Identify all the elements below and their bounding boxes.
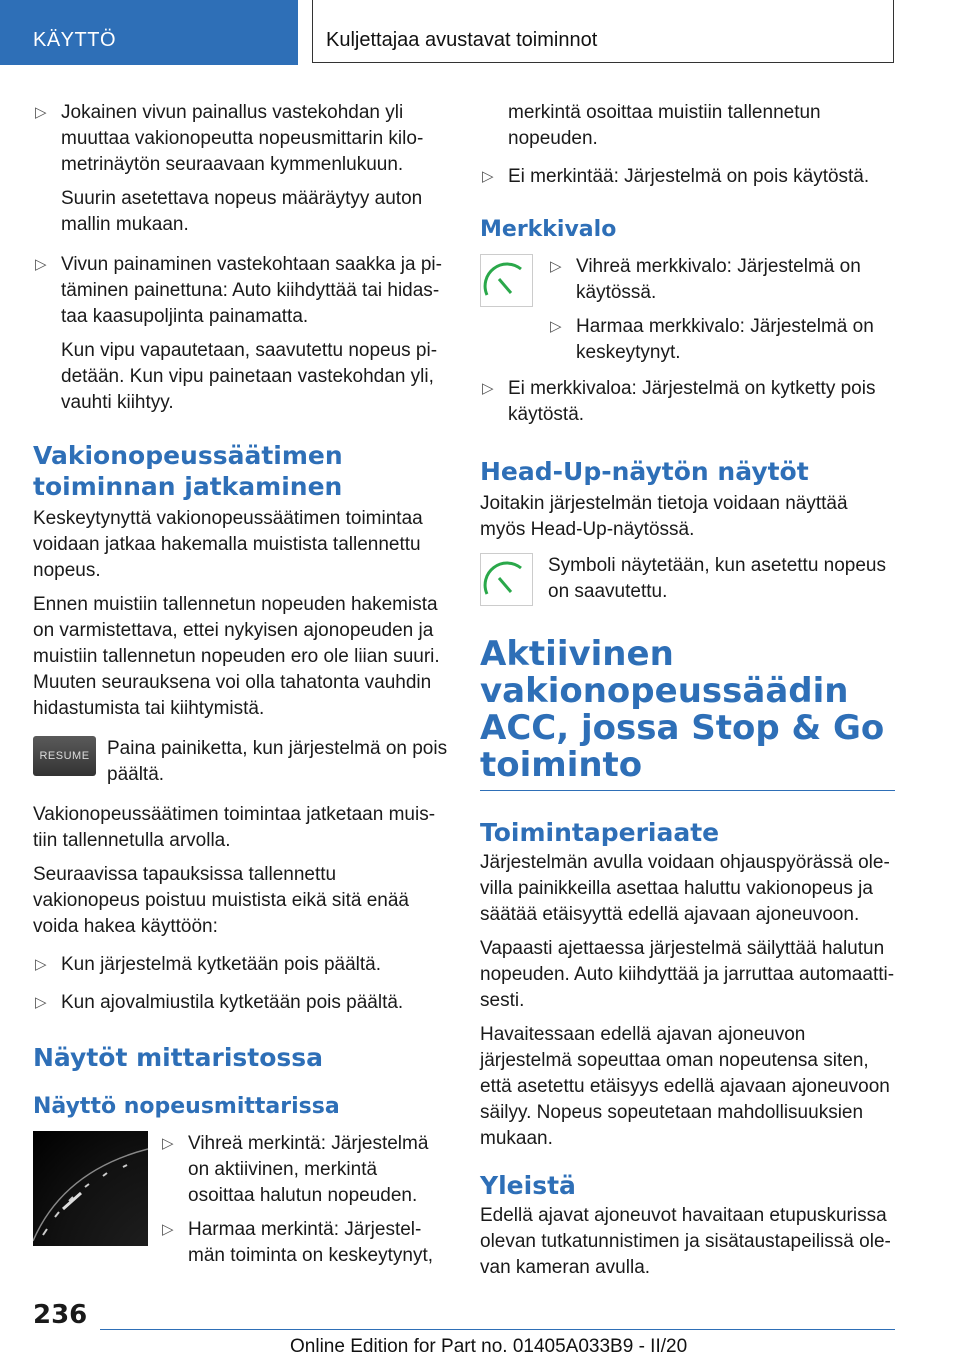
subsection-heading: Merkkivalo	[480, 217, 617, 242]
bullet-triangle-icon: ▷	[35, 956, 47, 973]
list-item-text: Ei merkkivaloa: Järjestelmä on kytketty pois käytöstä.	[508, 378, 876, 425]
header-chapter-box	[312, 0, 894, 63]
list-item-text: Vivun painaminen vastekohtaan saakka ja pitäminen painettuna: Auto kiihdyttää tai hidastaa kaasupoljinta painamatta.	[61, 254, 442, 327]
paragraph: Edellä ajavat ajoneuvot havaitaan etupuskurissa olevan tutkatunnistimen ja sisätaustapeilissä olevan kameran avulla.	[480, 1205, 891, 1278]
paragraph: Ennen muistiin tallennetun nopeuden hakemista on varmistettava, ettei nykyisen ajonopeuden ja muistiin tallennetun nopeuden ero ole liian suuri. Muuten seurauksena voi olla tahatonta vauhdin hidastumista tai kiihtymistä.	[33, 594, 440, 719]
list-item	[160, 1217, 448, 1269]
paragraph: Joitakin järjestelmän tietoja voidaan näyttää myös Head-Up-näytössä.	[480, 493, 848, 540]
list-item-note	[33, 338, 448, 416]
subsection-heading: Näyttö nopeusmittarissa	[33, 1094, 340, 1119]
paragraph: Vapaasti ajettaessa järjestelmä säilyttää halutun nopeuden. Auto kiihdyttää ja jarruttaa automaattisesti.	[480, 938, 895, 1011]
hud-symbol-text: Symboli näytetään, kun asetettu nopeus on saavutettu.	[548, 555, 887, 602]
resume-button-icon: RESUME	[33, 736, 96, 776]
bullet-triangle-icon: ▷	[550, 318, 562, 335]
list-item	[548, 254, 895, 306]
list-item-text: Harmaa merkkivalo: Järjestelmä on keskeytynyt.	[576, 316, 874, 363]
right-column	[480, 100, 895, 1281]
list-item	[480, 376, 895, 428]
bullet-triangle-icon: ▷	[35, 256, 47, 273]
note-text: Suurin asetettava nopeus määräytyy auton mallin mukaan.	[61, 188, 423, 235]
list-item	[480, 164, 895, 190]
speedometer-arc-icon	[33, 1131, 148, 1246]
bullet-triangle-icon: ▷	[482, 380, 494, 397]
left-column	[33, 100, 448, 1269]
list-item-text: Kun järjestelmä kytketään pois päältä.	[61, 954, 382, 975]
section-heading: Näytöt mittaristossa	[33, 1043, 324, 1072]
hud-symbol-row	[480, 553, 895, 606]
paragraph: Järjestelmän avulla voidaan ohjauspyörässä olevilla painikkeilla asettaa haluttu vakionopeus ja säätää etäisyyttä edellä ajavaan ajoneuvoon.	[480, 852, 890, 925]
list-item-text: Jokainen vivun painallus vastekohdan yli muuttaa vakionopeutta nopeusmittarin kilometrinäytön seuraavaan kymmenlukuun.	[61, 102, 424, 175]
bullet-triangle-icon: ▷	[482, 168, 494, 185]
list-item-continued	[480, 100, 895, 152]
bullet-triangle-icon: ▷	[162, 1221, 174, 1238]
section-heading: Vakionopeussäätimen toiminnan jatkaminen	[33, 441, 343, 501]
bullet-triangle-icon: ▷	[162, 1135, 174, 1152]
section-heading: Head-Up-näytön näytöt	[480, 457, 809, 486]
page-number: 236	[33, 1300, 88, 1330]
list-item-text: Kun ajovalmiustila kytketään pois päältä.	[61, 992, 404, 1013]
list-item-text: merkintä osoittaa muistiin tallennetun nopeuden.	[508, 102, 821, 149]
section-heading: Toimintaperiaate	[480, 818, 720, 847]
list-item	[548, 314, 895, 366]
paragraph: Vakionopeussäätimen toimintaa jatketaan muistiin tallennetulla arvolla.	[33, 804, 436, 851]
list-item	[33, 252, 448, 330]
note-text: Kun vipu vapautetaan, saavutettu nopeus pidetään. Kun vipu painetaan vastekohdan yli, vauhti kiihtyy.	[61, 340, 438, 413]
footer-edition: Online Edition for Part no. 01405A033B9 - II/20	[290, 1336, 688, 1357]
bullet-triangle-icon: ▷	[550, 258, 562, 275]
list-item-text: Vihreä merkkivalo: Järjestelmä on käytössä.	[576, 256, 861, 303]
cruise-indicator-icon	[480, 254, 533, 307]
paragraph: Keskeytynyttä vakionopeussäätimen toimintaa voidaan jatkaa hakemalla muistista tallennettu nopeus.	[33, 508, 423, 581]
bullet-triangle-icon: ▷	[35, 104, 47, 121]
resume-row	[33, 736, 448, 788]
header-chapter-label: Kuljettajaa avustavat toiminnot	[326, 29, 598, 51]
footer-divider	[100, 1329, 895, 1330]
header-section-tab	[0, 0, 298, 65]
chapter-heading: Aktiivinen vakionopeussäädin ACC, jossa Stop & Go toiminto	[480, 636, 895, 791]
list-item	[160, 1131, 448, 1209]
section-heading: Yleistä	[480, 1171, 576, 1200]
list-item	[33, 990, 448, 1016]
bullet-triangle-icon: ▷	[35, 994, 47, 1011]
speedometer-row	[33, 1131, 448, 1269]
list-item	[33, 952, 448, 978]
list-item-note	[33, 186, 448, 238]
paragraph: Seuraavissa tapauksissa tallennettu vakionopeus poistuu muistista eikä sitä enää voida hakea käyttöön:	[33, 864, 410, 937]
header-section-label: KÄYTTÖ	[33, 29, 117, 51]
hud-speed-reached-icon	[480, 553, 533, 606]
list-item-text: Ei merkintää: Järjestelmä on pois käytöstä.	[508, 166, 870, 187]
list-item-text: Harmaa merkintä: Järjestelmän toiminta on keskeytynyt,	[188, 1219, 433, 1266]
indicator-light-row	[480, 254, 895, 366]
speedometer-image	[33, 1131, 148, 1246]
resume-instruction: Paina painiketta, kun järjestelmä on pois päältä.	[107, 738, 448, 785]
list-item	[33, 100, 448, 178]
list-item-text: Vihreä merkintä: Järjestelmä on aktiivinen, merkintä osoittaa halutun nopeuden.	[188, 1133, 429, 1206]
paragraph: Havaitessaan edellä ajavan ajoneuvon järjestelmä sopeuttaa oman nopeutensa siten, että asetettu etäisyys edellä ajavaan ajoneuvoon säilyy. Nopeus sopeutetaan mahdollisuuksien mukaan.	[480, 1024, 890, 1149]
